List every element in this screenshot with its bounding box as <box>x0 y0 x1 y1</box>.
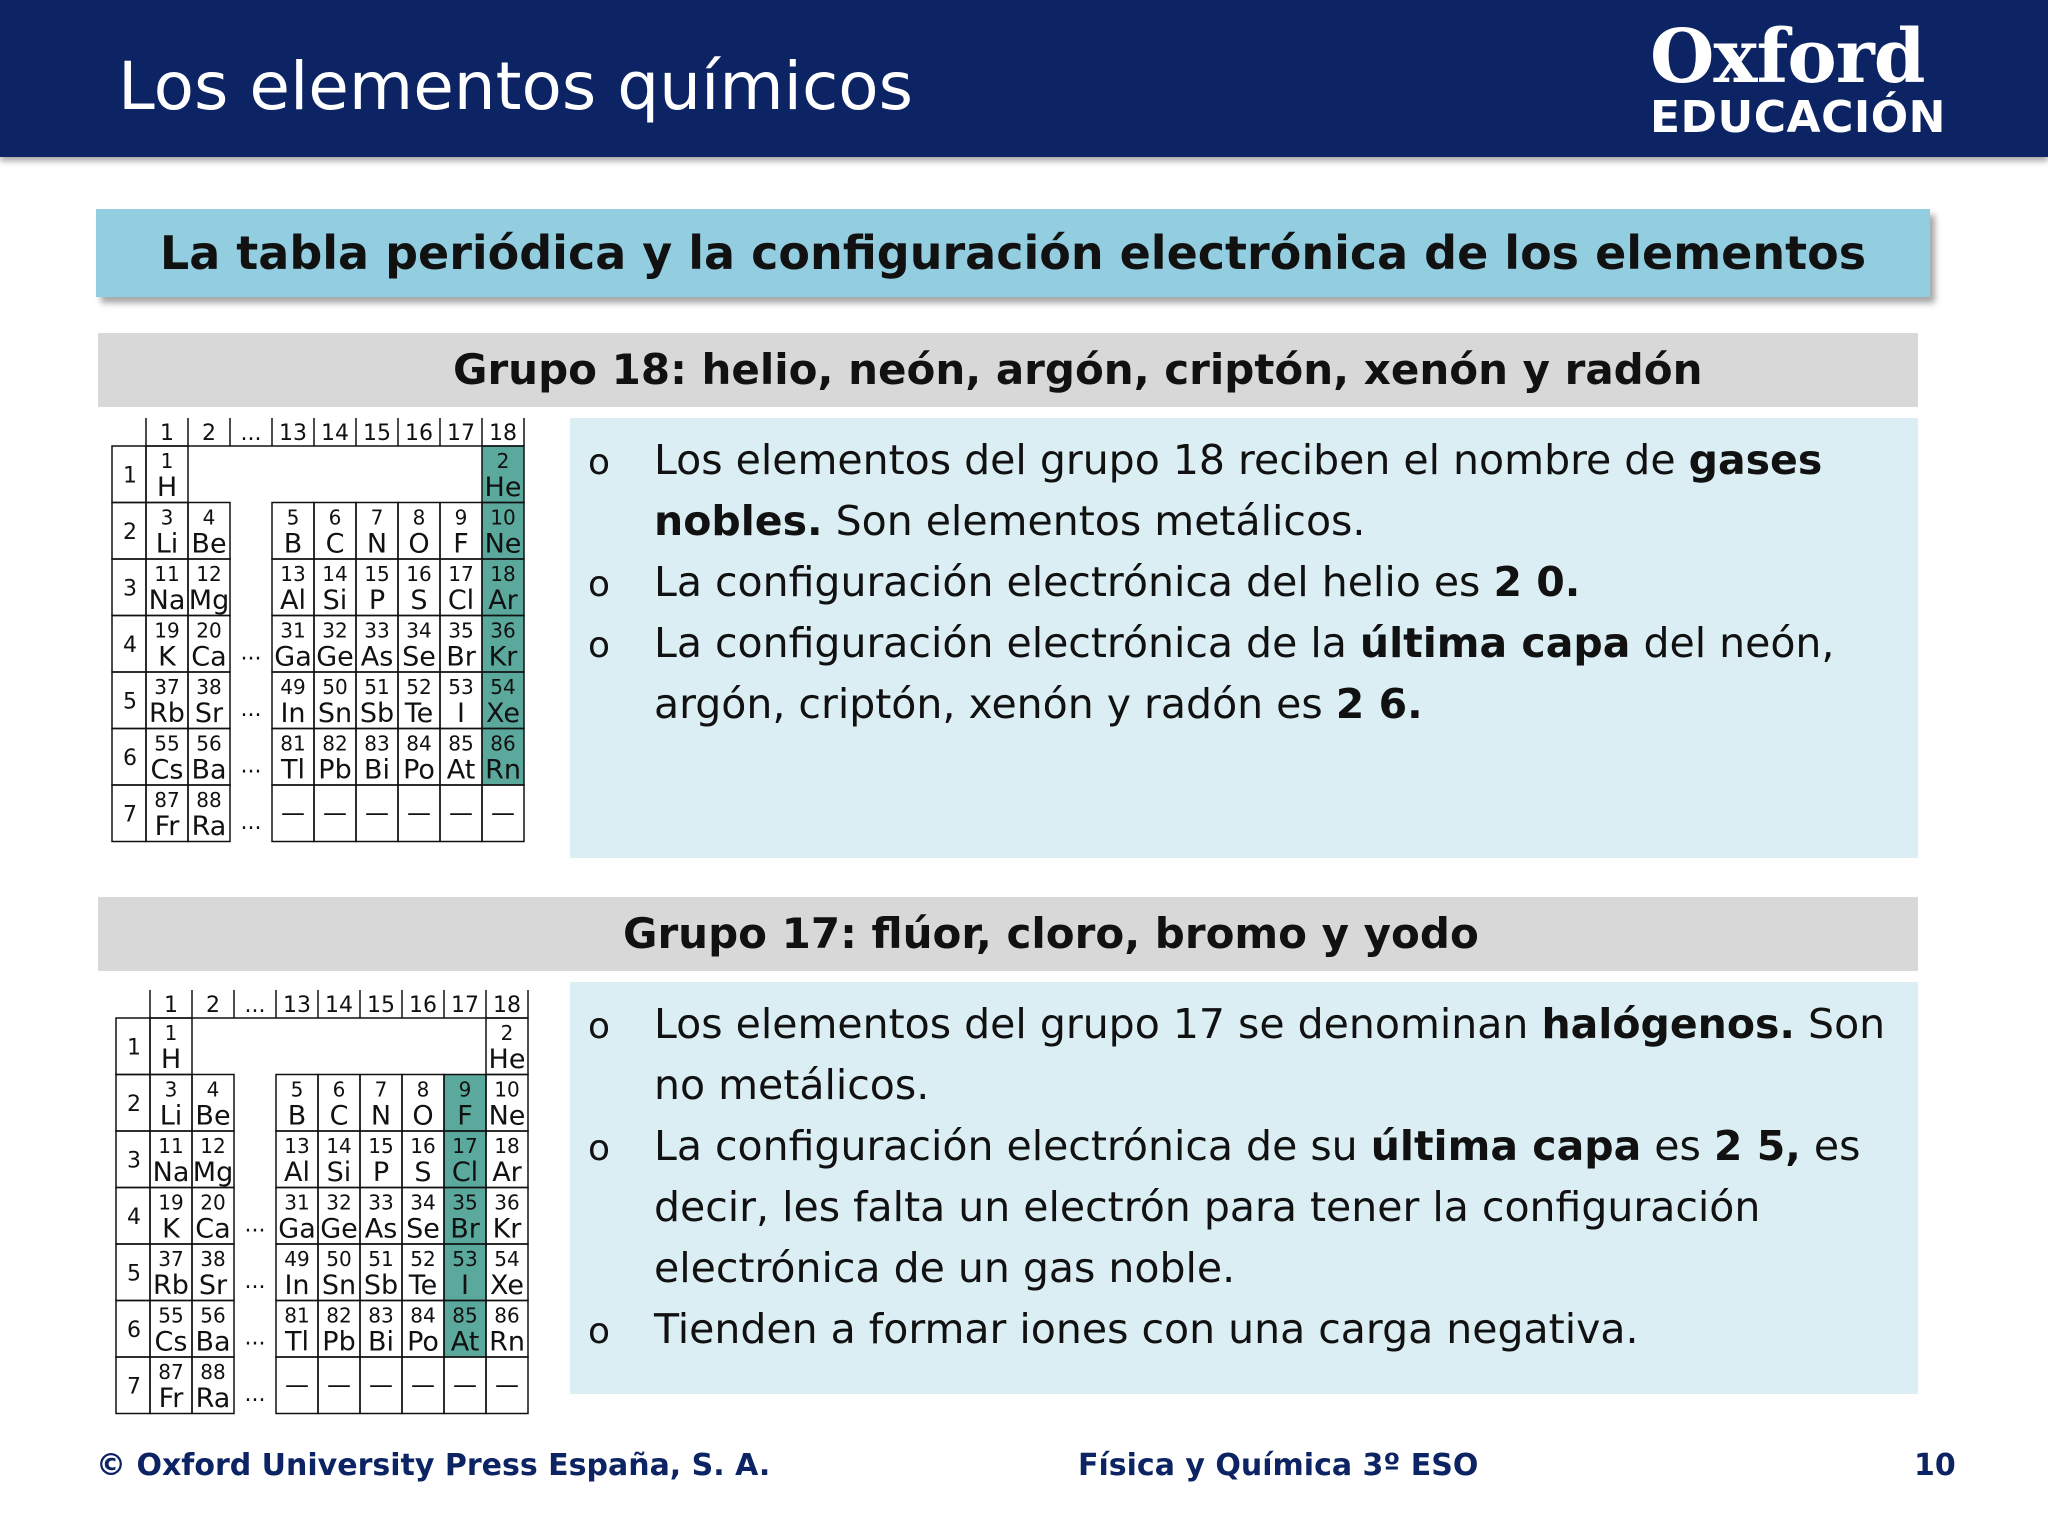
column-header: 13 <box>279 421 307 446</box>
atomic-number: 33 <box>368 1190 394 1215</box>
bullet-text: Tienden a formar iones con una carga negativa. <box>654 1305 1639 1353</box>
atomic-number: 19 <box>154 618 180 643</box>
row-header: 3 <box>123 576 137 602</box>
element-symbol: Tl <box>285 1326 309 1358</box>
atomic-number: 16 <box>410 1134 436 1158</box>
bullet-text: Son elementos metálicos. <box>822 497 1366 545</box>
bold-text: 2 5, <box>1713 1122 1801 1170</box>
atomic-number: 14 <box>326 1134 352 1158</box>
bullet-item <box>570 430 1918 552</box>
dash: — <box>327 1371 351 1399</box>
group17-header <box>98 897 1918 971</box>
column-header: 14 <box>321 421 349 446</box>
bullet-text: es decir, les falta un electrón para tener la configuración electrónica de un gas noble. <box>654 1122 1861 1292</box>
bullet-marker: o <box>588 625 611 666</box>
bullet-item <box>570 1116 1918 1299</box>
element-symbol: Li <box>159 1100 183 1132</box>
atomic-number: 55 <box>154 731 180 756</box>
bold-text: 2 0. <box>1493 558 1581 606</box>
element-symbol: S <box>414 1157 432 1188</box>
bullet-text: Son no metálicos. <box>654 1000 1886 1109</box>
element-symbol: Ba <box>195 1326 231 1358</box>
element-symbol: Cl <box>447 585 475 616</box>
atomic-number: 16 <box>406 562 432 586</box>
element-symbol: N <box>366 528 388 560</box>
atomic-number: 14 <box>322 562 348 586</box>
element-symbol: Sn <box>317 698 353 729</box>
atomic-number: 84 <box>410 1303 436 1328</box>
element-symbol: Sb <box>363 1270 399 1301</box>
atomic-number: 10 <box>494 1077 520 1102</box>
atomic-number: 38 <box>196 675 222 699</box>
atomic-number: 51 <box>364 675 390 699</box>
bullet-text: del neón, argón, criptón, xenón y radón es <box>654 619 1835 728</box>
atomic-number: 33 <box>364 618 390 643</box>
atomic-number: 7 <box>374 1077 388 1102</box>
element-symbol: Xe <box>490 1270 524 1301</box>
element-symbol: Ge <box>320 1213 358 1245</box>
element-symbol: Ra <box>195 1383 231 1414</box>
element-symbol: Pb <box>322 1326 356 1358</box>
element-symbol: Po <box>403 754 435 786</box>
element-symbol: Ne <box>488 1100 526 1132</box>
element-symbol: I <box>461 1270 469 1301</box>
atomic-number: 8 <box>416 1077 430 1102</box>
column-header: 18 <box>493 993 521 1018</box>
element-symbol: Sb <box>359 698 395 729</box>
element-symbol: In <box>284 1270 310 1301</box>
column-header: 18 <box>489 421 517 446</box>
column-header: 1 <box>160 421 174 446</box>
atomic-number: 36 <box>490 618 516 643</box>
element-symbol: N <box>370 1100 392 1132</box>
atomic-number: 17 <box>448 562 474 586</box>
element-symbol: Pb <box>318 754 352 786</box>
atomic-number: 18 <box>494 1134 520 1158</box>
atomic-number: 55 <box>158 1303 184 1328</box>
atomic-number: 50 <box>322 675 348 699</box>
dash: — <box>365 799 389 827</box>
atomic-number: 11 <box>154 562 180 586</box>
ellipsis: ... <box>244 1382 266 1407</box>
atomic-number: 34 <box>410 1190 436 1215</box>
periodic-table-group17 <box>114 988 530 1420</box>
element-symbol: As <box>364 1213 398 1245</box>
group18-header <box>98 333 1918 407</box>
row-header: 7 <box>127 1374 141 1400</box>
column-header: 14 <box>325 993 353 1018</box>
group18-title: Grupo 18: helio, neón, argón, criptón, xenón y radón <box>453 345 1703 394</box>
column-header: 17 <box>451 993 479 1018</box>
ellipsis: ... <box>244 1325 266 1351</box>
element-symbol: Te <box>404 698 434 729</box>
atomic-number: 15 <box>368 1134 394 1158</box>
atomic-number: 6 <box>332 1077 346 1102</box>
bullet-text: Los elementos del grupo 17 se denominan <box>654 1000 1542 1048</box>
atomic-number: 85 <box>452 1303 478 1328</box>
bullet-item <box>570 613 1918 735</box>
bullet-text: La configuración electrónica de la <box>654 619 1360 667</box>
ellipsis: ... <box>240 697 262 722</box>
element-symbol: P <box>368 585 386 616</box>
atomic-number: 35 <box>452 1190 478 1215</box>
element-symbol: H <box>156 472 178 503</box>
atomic-number: 10 <box>490 505 516 530</box>
atomic-number: 49 <box>284 1247 310 1271</box>
element-symbol: I <box>457 698 465 729</box>
element-symbol: Ca <box>195 1213 231 1245</box>
column-header: 16 <box>409 993 437 1018</box>
section-banner: La tabla periódica y la configuración electrónica de los elementos <box>96 209 1930 297</box>
group18-bullets <box>570 430 1918 735</box>
element-symbol: H <box>160 1044 182 1075</box>
atomic-number: 32 <box>326 1190 352 1215</box>
element-symbol: Sr <box>198 1270 228 1301</box>
bullet-text: es <box>1641 1122 1714 1170</box>
atomic-number: 37 <box>154 675 180 699</box>
element-symbol: Cs <box>150 754 184 786</box>
atomic-number: 54 <box>494 1247 520 1271</box>
atomic-number: 56 <box>200 1303 226 1328</box>
row-header: 5 <box>123 689 137 715</box>
element-symbol: B <box>283 528 303 560</box>
element-symbol: O <box>412 1100 434 1132</box>
atomic-number: 11 <box>158 1134 184 1158</box>
atomic-number: 38 <box>200 1247 226 1271</box>
atomic-number: 5 <box>286 505 300 530</box>
element-symbol: Ra <box>191 811 227 842</box>
element-symbol: At <box>450 1326 480 1358</box>
element-symbol: Fr <box>154 811 180 842</box>
footer-subject: Física y Química 3º ESO <box>1078 1448 1479 1483</box>
footer-page-number: 10 <box>1914 1448 1956 1483</box>
element-symbol: Na <box>152 1157 190 1188</box>
column-header: 16 <box>405 421 433 446</box>
element-symbol: Al <box>284 1157 310 1188</box>
bold-text: última capa <box>1370 1122 1642 1170</box>
bullet-text: La configuración electrónica del helio es <box>654 558 1494 606</box>
dash: — <box>285 1371 309 1399</box>
group17-text-box <box>570 982 1918 1394</box>
atomic-number: 51 <box>368 1247 394 1271</box>
atomic-number: 20 <box>200 1190 226 1215</box>
column-header: 15 <box>367 993 395 1018</box>
column-header: 1 <box>164 993 178 1018</box>
element-symbol: At <box>446 754 476 786</box>
element-symbol: F <box>453 528 469 560</box>
element-symbol: C <box>325 528 345 560</box>
element-symbol: Be <box>191 528 227 560</box>
atomic-number: 20 <box>196 618 222 643</box>
element-symbol: Kr <box>488 641 518 673</box>
atomic-number: 6 <box>328 505 342 530</box>
dash: — <box>491 799 515 827</box>
group18-text-box <box>570 418 1918 858</box>
dash: — <box>281 799 305 827</box>
element-symbol: Si <box>322 585 348 616</box>
atomic-number: 50 <box>326 1247 352 1271</box>
atomic-number: 3 <box>160 505 174 530</box>
atomic-number: 13 <box>284 1134 310 1158</box>
atomic-number: 82 <box>322 731 348 756</box>
atomic-number: 86 <box>494 1303 520 1328</box>
atomic-number: 19 <box>158 1190 184 1215</box>
atomic-number: 52 <box>406 675 432 699</box>
atomic-number: 1 <box>160 449 174 473</box>
bullet-marker: o <box>588 1128 611 1169</box>
element-symbol: Be <box>195 1100 231 1132</box>
bullet-item <box>570 552 1918 613</box>
bullet-marker: o <box>588 1311 611 1352</box>
element-symbol: Ar <box>492 1157 522 1188</box>
atomic-number: 2 <box>500 1021 514 1045</box>
element-symbol: Ca <box>191 641 227 673</box>
group17-bullets <box>570 994 1918 1360</box>
atomic-number: 12 <box>196 562 222 586</box>
element-symbol: Te <box>408 1270 438 1301</box>
atomic-number: 3 <box>164 1077 178 1102</box>
atomic-number: 4 <box>206 1077 220 1102</box>
element-symbol: Br <box>446 641 476 673</box>
element-symbol: Xe <box>486 698 520 729</box>
bullet-marker: o <box>588 1006 611 1047</box>
dash: — <box>495 1371 519 1399</box>
periodic-table-svg <box>114 988 530 1416</box>
bullet-marker: o <box>588 442 611 483</box>
atomic-number: 9 <box>458 1077 472 1102</box>
logo-oxford-text: Oxford <box>1649 14 1925 100</box>
atomic-number: 81 <box>280 731 306 756</box>
element-symbol: O <box>408 528 430 560</box>
element-symbol: Ne <box>484 528 522 560</box>
bold-text: halógenos. <box>1541 1000 1796 1048</box>
bullet-marker: o <box>588 564 611 605</box>
periodic-table-svg <box>110 416 526 844</box>
column-header: 15 <box>363 421 391 446</box>
atomic-number: 31 <box>280 618 306 643</box>
atomic-number: 36 <box>494 1190 520 1215</box>
atomic-number: 84 <box>406 731 432 756</box>
dash: — <box>407 799 431 827</box>
element-symbol: P <box>372 1157 390 1188</box>
bold-text: gases nobles. <box>654 436 1823 545</box>
atomic-number: 5 <box>290 1077 304 1102</box>
slide-title: Los elementos químicos <box>118 48 913 125</box>
bullet-item <box>570 994 1918 1116</box>
column-header: 2 <box>206 993 220 1018</box>
element-symbol: Sn <box>321 1270 357 1301</box>
dash: — <box>411 1371 435 1399</box>
element-symbol: Rn <box>489 1326 525 1358</box>
row-header: 3 <box>127 1148 141 1174</box>
bold-text: 2 6. <box>1335 680 1423 728</box>
column-header: 13 <box>283 993 311 1018</box>
element-symbol: Li <box>155 528 179 560</box>
row-header: 4 <box>123 632 137 658</box>
element-symbol: F <box>457 1100 473 1132</box>
atomic-number: 15 <box>364 562 390 586</box>
row-header: 1 <box>127 1035 141 1061</box>
bullet-text: Los elementos del grupo 18 reciben el nombre de <box>654 436 1689 484</box>
atomic-number: 49 <box>280 675 306 699</box>
row-header: 5 <box>127 1261 141 1287</box>
element-symbol: Bi <box>367 1326 395 1358</box>
element-symbol: Al <box>280 585 306 616</box>
ellipsis: ... <box>244 1212 266 1238</box>
element-symbol: Na <box>148 585 186 616</box>
atomic-number: 2 <box>496 449 510 473</box>
row-header: 4 <box>127 1204 141 1230</box>
atomic-number: 32 <box>322 618 348 643</box>
element-symbol: K <box>162 1213 180 1245</box>
row-header: 6 <box>123 745 137 771</box>
footer-copyright: © Oxford University Press España, S. A. <box>96 1448 771 1483</box>
atomic-number: 87 <box>154 788 180 812</box>
atomic-number: 81 <box>284 1303 310 1328</box>
column-header: ... <box>240 421 262 446</box>
element-symbol: Kr <box>492 1213 522 1245</box>
element-symbol: Ar <box>488 585 518 616</box>
atomic-number: 54 <box>490 675 516 699</box>
atomic-number: 4 <box>202 505 216 530</box>
element-symbol: Fr <box>158 1383 184 1414</box>
element-symbol: Rn <box>485 754 521 786</box>
periodic-table-group18 <box>110 416 526 848</box>
element-symbol: Tl <box>281 754 305 786</box>
element-symbol: Se <box>406 1213 440 1245</box>
element-symbol: Ge <box>316 641 354 673</box>
element-symbol: K <box>158 641 176 673</box>
atomic-number: 35 <box>448 618 474 643</box>
atomic-number: 1 <box>164 1021 178 1045</box>
column-header: ... <box>244 993 266 1018</box>
element-symbol: C <box>329 1100 349 1132</box>
element-symbol: As <box>360 641 394 673</box>
row-header: 2 <box>127 1091 141 1117</box>
element-symbol: Cl <box>451 1157 479 1188</box>
element-symbol: Ba <box>191 754 227 786</box>
oxford-logo <box>1649 14 1946 143</box>
atomic-number: 37 <box>158 1247 184 1271</box>
dash: — <box>453 1371 477 1399</box>
ellipsis: ... <box>240 810 262 835</box>
slide-header <box>0 0 2048 157</box>
atomic-number: 88 <box>200 1360 226 1384</box>
atomic-number: 8 <box>412 505 426 530</box>
atomic-number: 82 <box>326 1303 352 1328</box>
atomic-number: 56 <box>196 731 222 756</box>
atomic-number: 34 <box>406 618 432 643</box>
logo-educacion-text: EDUCACIÓN <box>1649 92 1946 143</box>
element-symbol: Mg <box>188 585 230 616</box>
atomic-number: 13 <box>280 562 306 586</box>
element-symbol: He <box>484 472 522 503</box>
element-symbol: Bi <box>363 754 391 786</box>
atomic-number: 52 <box>410 1247 436 1271</box>
element-symbol: Ga <box>278 1213 316 1245</box>
element-symbol: He <box>488 1044 526 1075</box>
column-header: 17 <box>447 421 475 446</box>
element-symbol: Po <box>407 1326 439 1358</box>
group17-title: Grupo 17: flúor, cloro, bromo y yodo <box>623 909 1479 958</box>
atomic-number: 87 <box>158 1360 184 1384</box>
element-symbol: Ga <box>274 641 312 673</box>
atomic-number: 18 <box>490 562 516 586</box>
element-symbol: Si <box>326 1157 352 1188</box>
column-header: 2 <box>202 421 216 446</box>
bullet-item <box>570 1299 1918 1360</box>
atomic-number: 12 <box>200 1134 226 1158</box>
row-header: 7 <box>123 802 137 828</box>
row-header: 1 <box>123 463 137 489</box>
bold-text: última capa <box>1359 619 1631 667</box>
atomic-number: 86 <box>490 731 516 756</box>
element-symbol: Se <box>402 641 436 673</box>
ellipsis: ... <box>244 1269 266 1294</box>
element-symbol: Rb <box>153 1270 189 1301</box>
ellipsis: ... <box>240 753 262 779</box>
dash: — <box>323 799 347 827</box>
atomic-number: 83 <box>364 731 390 756</box>
atomic-number: 88 <box>196 788 222 812</box>
row-header: 2 <box>123 519 137 545</box>
atomic-number: 83 <box>368 1303 394 1328</box>
dash: — <box>369 1371 393 1399</box>
element-symbol: Mg <box>192 1157 234 1188</box>
row-header: 6 <box>127 1317 141 1343</box>
atomic-number: 53 <box>448 675 474 699</box>
atomic-number: 85 <box>448 731 474 756</box>
bullet-text: La configuración electrónica de su <box>654 1122 1371 1170</box>
element-symbol: Sr <box>194 698 224 729</box>
element-symbol: S <box>410 585 428 616</box>
atomic-number: 53 <box>452 1247 478 1271</box>
atomic-number: 9 <box>454 505 468 530</box>
atomic-number: 17 <box>452 1134 478 1158</box>
atomic-number: 7 <box>370 505 384 530</box>
element-symbol: Rb <box>149 698 185 729</box>
dash: — <box>449 799 473 827</box>
element-symbol: B <box>287 1100 307 1132</box>
element-symbol: Br <box>450 1213 480 1245</box>
atomic-number: 31 <box>284 1190 310 1215</box>
element-symbol: In <box>280 698 306 729</box>
element-symbol: Cs <box>154 1326 188 1358</box>
ellipsis: ... <box>240 640 262 666</box>
